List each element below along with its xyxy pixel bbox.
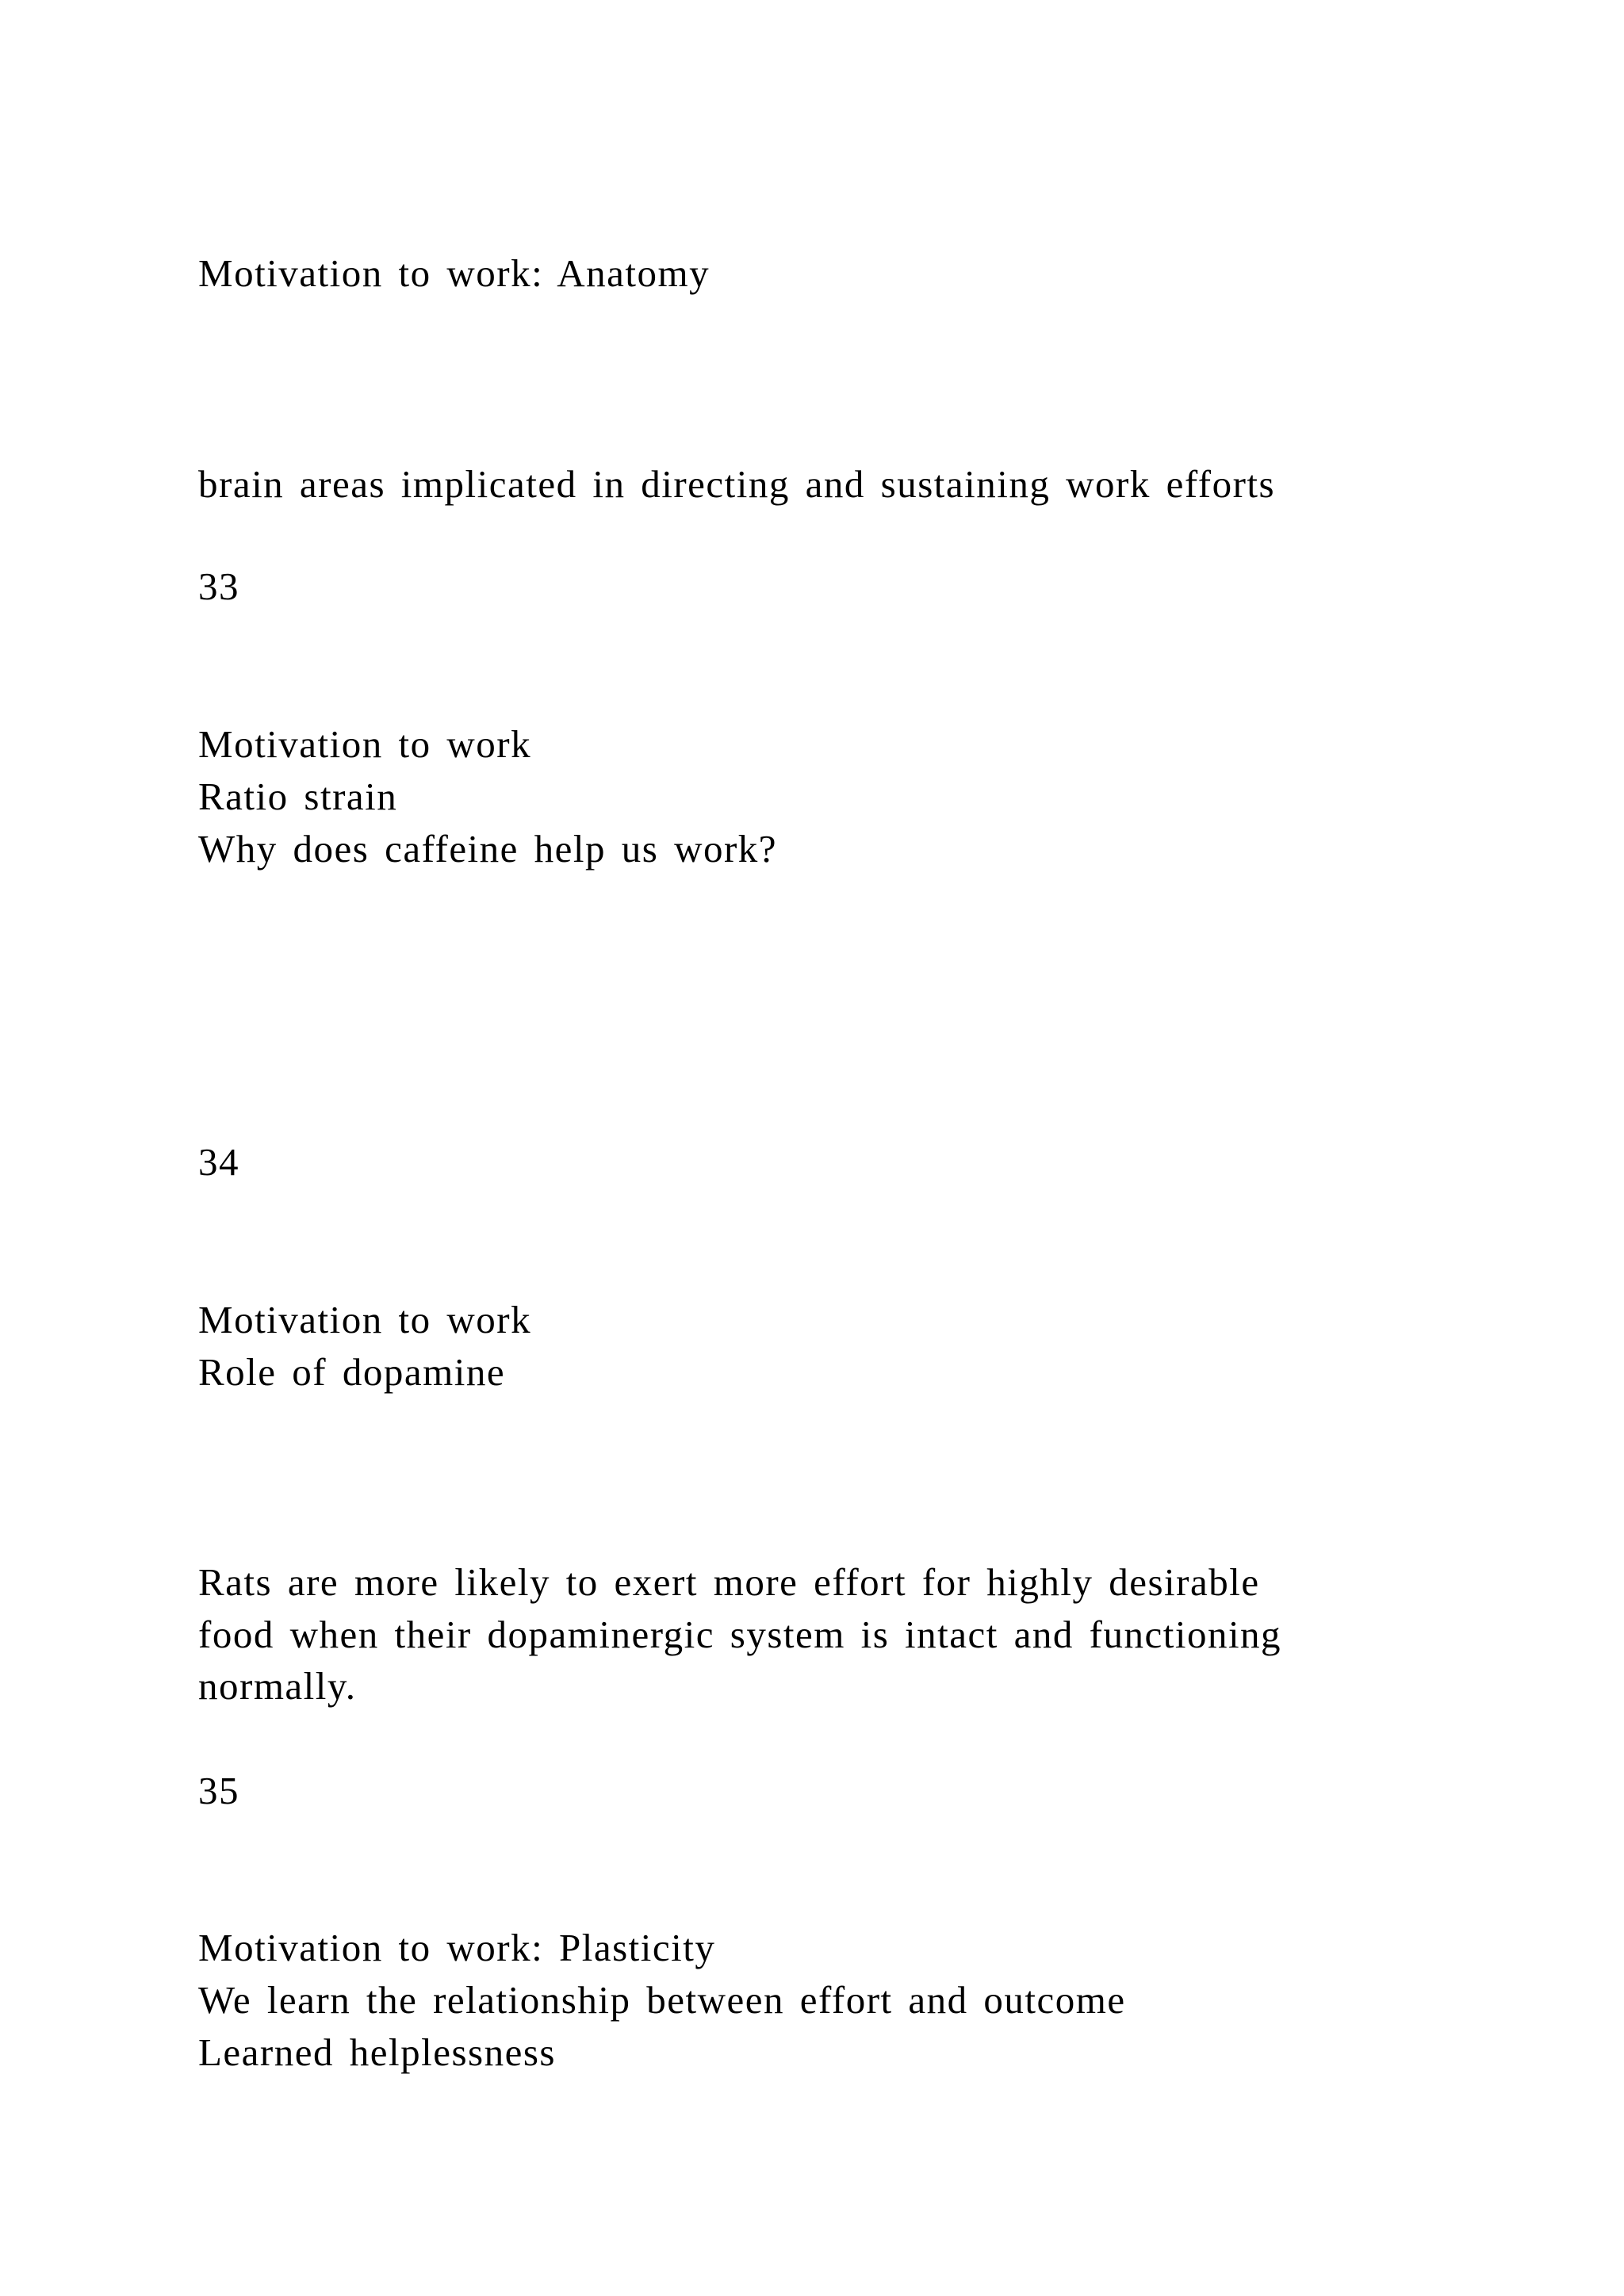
caption-brain-areas: brain areas implicated in directing and sustaining work efforts (198, 462, 1276, 506)
text-line-learned-helplessness: Learned helplessness (198, 2030, 556, 2074)
page-number: 35 (198, 1769, 239, 1812)
heading-motivation-to-work: Motivation to work (198, 722, 532, 766)
text-line-caffeine: Why does caffeine help us work? (198, 827, 778, 871)
caption-line-food: food when their dopaminergic system is intact and functioning (198, 1613, 1282, 1656)
heading-motivation-anatomy: Motivation to work: Anatomy (198, 251, 710, 295)
heading-motivation-to-work: Motivation to work (198, 1298, 532, 1341)
page-number: 33 (198, 564, 239, 608)
text-line-ratio-strain: Ratio strain (198, 775, 398, 818)
text-line-effort-outcome: We learn the relationship between effort and outcome (198, 1978, 1126, 2022)
page-number: 34 (198, 1140, 239, 1184)
heading-motivation-plasticity: Motivation to work: Plasticity (198, 1926, 716, 1969)
caption-line-normally: normally. (198, 1664, 357, 1708)
caption-line-rats: Rats are more likely to exert more effort for highly desirable (198, 1560, 1260, 1604)
text-line-role-of-dopamine: Role of dopamine (198, 1350, 506, 1394)
